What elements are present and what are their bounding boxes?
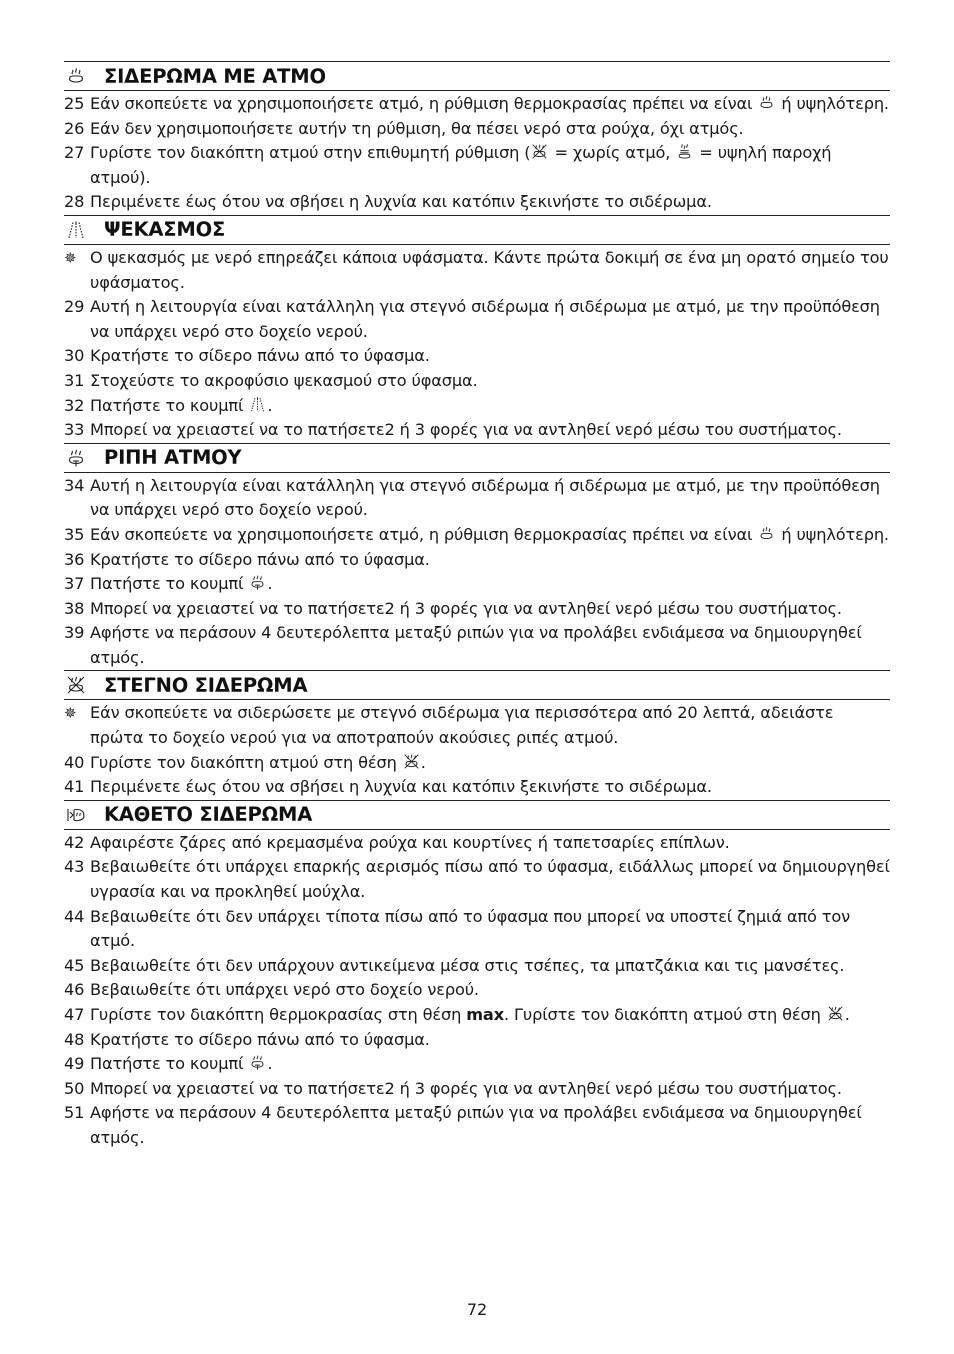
- manual-page: [64, 61, 890, 1151]
- step-list: [64, 473, 890, 671]
- section-title: ΚΑΘΕΤΟ ΣΙΔΕΡΩΜΑ: [104, 803, 313, 827]
- step-number: 44: [64, 906, 85, 926]
- step-item: 29 Αυτή η λειτουργία είναι κατάλληλη για στεγνό σιδέρωμα ή σιδέρωμα με ατμό, με την προϋπόθεση να υπάρχει νερό στο δοχείο νερού.: [64, 297, 880, 341]
- steam-shot-icon: [249, 574, 266, 591]
- step-item: 43 Βεβαιωθείτε ότι υπάρχει επαρκής αερισμός πίσω από το ύφασμα, ειδάλλως μπορεί να δημιουργηθεί υγρασία και να προκληθεί μούχλα.: [64, 857, 890, 902]
- warning-item: ✵ Εάν σκοπεύετε να σιδερώσετε με στεγνό σιδέρωμα για περισσότερα από 20 λεπτά, αδειάστε πρώτα το δοχείο νερού για να αποτραπούν ακούσιες ριπές ατμού.: [64, 703, 834, 748]
- step-item: 32 Πατήστε το κουμπί .: [64, 394, 890, 419]
- no-steam-icon: [403, 753, 420, 770]
- step-item: 51 Αφήστε να περάσουν 4 δευτερόλεπτα μεταξύ ριπών για να προλάβει ενδιάμεσα να δημιουργηθεί ατμός.: [64, 1103, 862, 1147]
- section-dry: [64, 670, 890, 799]
- steam-shot-icon: [249, 1054, 266, 1071]
- step-number: 30: [64, 346, 85, 366]
- step-item: 37 Πατήστε το κουμπί .: [64, 572, 890, 597]
- step-number: 51: [64, 1103, 85, 1123]
- step-item: 42 Αφαιρέστε ζάρες από κρεμασμένα ρούχα και κουρτίνες ή ταπετσαρίες επίπλων.: [64, 831, 890, 856]
- step-number: 25: [64, 94, 85, 113]
- no-steam-icon: [531, 143, 548, 160]
- step-number: 33: [64, 420, 85, 440]
- step-list: [64, 91, 890, 215]
- section-title: ΣΤΕΓΝΟ ΣΙΔΕΡΩΜΑ: [104, 673, 308, 697]
- page-number: 72: [466, 1300, 488, 1319]
- step-list: [64, 700, 890, 799]
- step-list: [64, 245, 890, 443]
- step-item: 34 Αυτή η λειτουργία είναι κατάλληλη για στεγνό σιδέρωμα ή σιδέρωμα με ατμό, με την προϋπόθεση να υπάρχει νερό στο δοχείο νερού.: [64, 475, 880, 520]
- step-number: 40: [64, 752, 85, 772]
- step-item: 26 Εάν δεν χρησιμοποιήσετε αυτήν τη ρύθμιση, θα πέσει νερό στα ρούχα, όχι ατμός.: [64, 117, 890, 142]
- step-item: 44 Βεβαιωθείτε ότι δεν υπάρχει τίποτα πίσω από το ύφασμα που μπορεί να υποστεί ζημιά από τον ατμό.: [64, 906, 850, 951]
- section-title: ΡΙΠΗ ΑΤΜΟΥ: [104, 446, 242, 470]
- step-item: 31 Στοχεύστε το ακροφύσιο ψεκασμού στο ύφασμα.: [64, 369, 890, 394]
- step-number: 43: [64, 857, 85, 877]
- section-shot: [64, 443, 890, 671]
- warning-icon: ✵: [64, 248, 77, 267]
- step-item: 40 Γυρίστε τον διακόπτη ατμού στη θέση .: [64, 751, 890, 776]
- steam-iron-icon: [758, 94, 775, 111]
- section-header: [64, 61, 890, 91]
- step-item: 27 Γυρίστε τον διακόπτη ατμού στην επιθυμητή ρύθμιση ( = χωρίς ατμό, = υψηλή παροχή ατμού).: [64, 143, 832, 187]
- section-header: [64, 800, 890, 830]
- step-item: 49 Πατήστε το κουμπί .: [64, 1052, 890, 1077]
- step-number: 38: [64, 598, 85, 618]
- steam-iron-icon: [758, 525, 775, 542]
- step-item: 46 Βεβαιωθείτε ότι υπάρχει νερό στο δοχείο νερού.: [64, 978, 890, 1003]
- step-number: 31: [64, 370, 85, 390]
- step-item: 30 Κρατήστε το σίδερο πάνω από το ύφασμα.: [64, 344, 890, 369]
- step-number: 26: [64, 118, 85, 138]
- step-number: 35: [64, 524, 85, 544]
- high-steam-icon: [676, 143, 693, 160]
- section-vertical: [64, 800, 890, 1151]
- no-steam-icon: [64, 674, 94, 696]
- step-item: 41 Περιμένετε έως ότου να σβήσει η λυχνία και κατόπιν ξεκινήστε το σιδέρωμα.: [64, 775, 890, 800]
- section-spray: [64, 215, 890, 443]
- step-number: 46: [64, 980, 85, 1000]
- step-number: 47: [64, 1005, 85, 1024]
- step-number: 45: [64, 955, 85, 975]
- step-number: 34: [64, 475, 85, 495]
- spray-icon: [64, 219, 94, 241]
- steam-shot-icon: [64, 447, 94, 469]
- step-list: [64, 830, 890, 1151]
- step-number: 28: [64, 192, 85, 212]
- step-number: 37: [64, 574, 85, 594]
- step-number: 32: [64, 395, 85, 415]
- step-item: 33 Μπορεί να χρειαστεί να το πατήσετε2 ή 3 φορές για να αντληθεί νερό μέσω του συστήματος.: [64, 418, 890, 443]
- step-number: 48: [64, 1029, 85, 1049]
- step-number: 39: [64, 623, 85, 643]
- no-steam-icon: [827, 1005, 844, 1022]
- step-item: 48 Κρατήστε το σίδερο πάνω από το ύφασμα.: [64, 1028, 890, 1053]
- step-number: 49: [64, 1054, 85, 1074]
- step-item: 36 Κρατήστε το σίδερο πάνω από το ύφασμα.: [64, 548, 890, 573]
- step-number: 29: [64, 297, 85, 317]
- bold-term: max: [466, 1005, 505, 1024]
- section-steam: [64, 61, 890, 215]
- section-title: ΨΕΚΑΣΜΟΣ: [104, 218, 226, 242]
- step-item: 35 Εάν σκοπεύετε να χρησιμοποιήσετε ατμό, η ρύθμιση θερμοκρασίας πρέπει να είναι ή υψηλότερη.: [64, 523, 890, 548]
- step-item: 28 Περιμένετε έως ότου να σβήσει η λυχνία και κατόπιν ξεκινήστε το σιδέρωμα.: [64, 190, 890, 215]
- step-number: 41: [64, 777, 85, 797]
- section-title: ΣΙΔΕΡΩΜΑ ΜΕ ΑΤΜΟ: [104, 64, 326, 88]
- step-number: 27: [64, 143, 85, 163]
- steam-iron-icon: [64, 65, 94, 87]
- section-header: [64, 215, 890, 245]
- warning-item: ✵ Ο ψεκασμός με νερό επηρεάζει κάποια υφάσματα. Κάντε πρώτα δοκιμή σε ένα μη ορατό σημείο του υφάσματος.: [64, 247, 889, 292]
- step-number: 36: [64, 549, 85, 569]
- step-item: 47 Γυρίστε τον διακόπτη θερμοκρασίας στη θέση max. Γυρίστε τον διακόπτη ατμού στη θέση .: [64, 1003, 890, 1028]
- step-number: 50: [64, 1078, 85, 1098]
- warning-icon: ✵: [64, 704, 77, 723]
- section-header: [64, 443, 890, 473]
- step-number: 42: [64, 832, 85, 852]
- step-item: 50 Μπορεί να χρειαστεί να το πατήσετε2 ή 3 φορές για να αντληθεί νερό μέσω του συστήματος.: [64, 1077, 890, 1102]
- step-item: 38 Μπορεί να χρειαστεί να το πατήσετε2 ή 3 φορές για να αντληθεί νερό μέσω του συστήματος.: [64, 597, 890, 622]
- section-header: [64, 670, 890, 700]
- step-item: 45 Βεβαιωθείτε ότι δεν υπάρχουν αντικείμενα μέσα στις τσέπες, τα μπατζάκια και τις μανσέτες.: [64, 954, 890, 979]
- spray-icon: [249, 396, 266, 413]
- step-item: 39 Αφήστε να περάσουν 4 δευτερόλεπτα μεταξύ ριπών για να προλάβει ενδιάμεσα να δημιουργηθεί ατμός.: [64, 623, 862, 667]
- step-item: 25 Εάν σκοπεύετε να χρησιμοποιήσετε ατμό, η ρύθμιση θερμοκρασίας πρέπει να είναι ή υψηλότερη.: [64, 92, 890, 117]
- vertical-steam-icon: [64, 804, 94, 826]
